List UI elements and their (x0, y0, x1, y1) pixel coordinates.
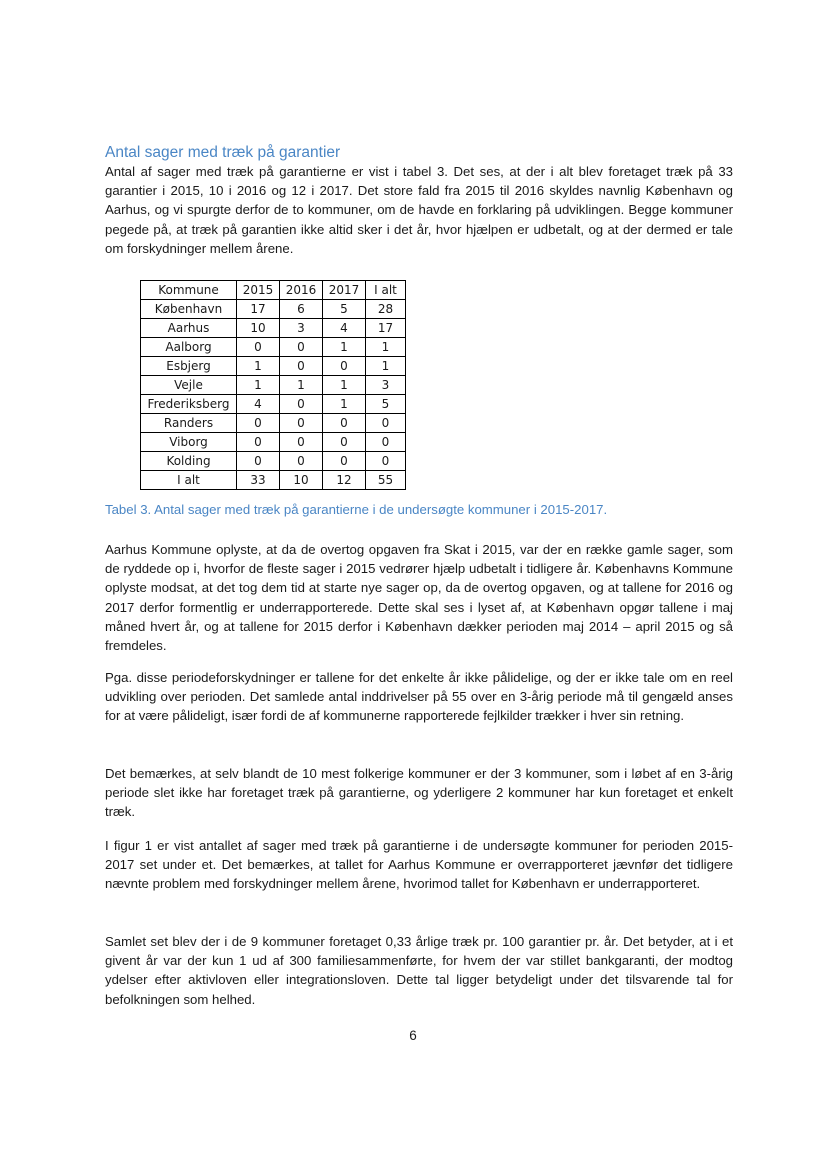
table-cell: 0 (237, 452, 280, 471)
table-cell: 4 (237, 395, 280, 414)
paragraph-figur: I figur 1 er vist antallet af sager med træk på garantierne i de undersøgte kommuner for perioden 2015-2017 set under et. Det bemærkes, at tallet for Aarhus Kommune er overrapporteret jævnfør det tidligere nævnte problem med forskydninger mellem årene, hvorimod tallet for København er underrapporteret. (105, 838, 733, 892)
kommune-table (140, 280, 406, 490)
table-cell: 5 (323, 300, 366, 319)
table-cell: 0 (323, 433, 366, 452)
table-cell: 17 (237, 300, 280, 319)
table-cell: 0 (280, 357, 323, 376)
table-cell: 0 (280, 338, 323, 357)
table-cell: 0 (237, 433, 280, 452)
table-row (141, 357, 406, 376)
table-cell: 33 (237, 471, 280, 490)
kommune-name-cell: Esbjerg (141, 357, 237, 376)
table-cell: 5 (366, 395, 406, 414)
table-cell: 1 (366, 357, 406, 376)
table-cell: 0 (366, 452, 406, 471)
table-row (141, 376, 406, 395)
table-cell: 3 (280, 319, 323, 338)
table-cell: 1 (280, 376, 323, 395)
page-number: 6 (409, 1028, 417, 1043)
table-cell: 0 (280, 414, 323, 433)
kommune-name-cell: Aarhus (141, 319, 237, 338)
table-cell: 10 (280, 471, 323, 490)
table-header-cell: 2016 (280, 281, 323, 300)
table-cell: 0 (280, 433, 323, 452)
kommune-name-cell: København (141, 300, 237, 319)
table-cell: 55 (366, 471, 406, 490)
table-cell: 0 (366, 433, 406, 452)
table-cell: 1 (323, 395, 366, 414)
table-row (141, 395, 406, 414)
table-cell: 0 (323, 452, 366, 471)
table-cell: 4 (323, 319, 366, 338)
kommune-name-cell: Vejle (141, 376, 237, 395)
paragraph-aarhus: Aarhus Kommune oplyste, at da de overtog opgaven fra Skat i 2015, var der en række gamle sager, som de ryddede op i, hvorfor de fleste sager i 2015 vedrører hjælp udbetalt i tidligere år. Københavns Kommune oplyste modsat, at det tog dem tid at starte nye sager op, da de overtog opgaven, og at tallene for 2016 og 2017 derfor formentlig er underrapporterede. Dette skal ses i lyset af, at København opgør tallene i maj måned hvert år, og at tallene for 2015 derfor i København dækker perioden maj 2014 – april 2015 og så fremdeles. (105, 542, 733, 654)
table-body (141, 300, 406, 490)
table-header-cell: 2017 (323, 281, 366, 300)
table-caption: Tabel 3. Antal sager med træk på garantierne i de undersøgte kommuner i 2015-2017. (105, 502, 608, 517)
table-header-cell: I alt (366, 281, 406, 300)
kommune-name-cell: Frederiksberg (141, 395, 237, 414)
table-row (141, 471, 406, 490)
kommune-name-cell: Randers (141, 414, 237, 433)
paragraph-intro: Antal af sager med træk på garantierne er vist i tabel 3. Det ses, at der i alt blev foretaget træk på 33 garantier i 2015, 10 i 2016 og 12 i 2017. Det store fald fra 2015 til 2016 skyldes navnlig København og Aarhus, og vi spurgte derfor de to kommuner, om de havde en forklaring på udviklingen. Begge kommuner pegede på, at træk på garantien ikke altid sker i det år, hvor hjælpen er udbetalt, og at der dermed er tale om forskydninger mellem årene. (105, 164, 733, 256)
table-cell: 1 (237, 376, 280, 395)
table-cell: 0 (323, 414, 366, 433)
paragraph-periodeforskydninger: Pga. disse periodeforskydninger er tallene for det enkelte år ikke pålidelige, og der er ikke tale om en reel udvikling over perioden. Det samlede antal inddrivelser på 55 over en 3-årig periode må til gengæld anses for at være pålideligt, især fordi de af kommunerne rapporterede fejlkilder trækker i hver sin retning. (105, 670, 733, 724)
kommune-name-cell: I alt (141, 471, 237, 490)
table-row (141, 452, 406, 471)
table-cell: 1 (323, 376, 366, 395)
table-cell: 12 (323, 471, 366, 490)
table-cell: 3 (366, 376, 406, 395)
table-header-row (141, 281, 406, 300)
table-cell: 17 (366, 319, 406, 338)
table-cell: 1 (366, 338, 406, 357)
table-cell: 0 (237, 414, 280, 433)
table-cell: 0 (323, 357, 366, 376)
kommune-name-cell: Aalborg (141, 338, 237, 357)
table-cell: 1 (237, 357, 280, 376)
kommune-name-cell: Viborg (141, 433, 237, 452)
table-header-cell: Kommune (141, 281, 237, 300)
table-cell: 6 (280, 300, 323, 319)
paragraph-folkerige: Det bemærkes, at selv blandt de 10 mest folkerige kommuner er der 3 kommuner, som i løbet af en 3-årig periode slet ikke har foretaget træk på garantierne, og yderligere 2 kommuner har kun foretaget et enkelt træk. (105, 766, 733, 820)
table-row (141, 433, 406, 452)
paragraph-samlet: Samlet set blev der i de 9 kommuner foretaget 0,33 årlige træk pr. 100 garantier pr. år. Det betyder, at i et givent år var der kun 1 ud af 300 familiesammenførte, for hvem der var stillet bankgaranti, der modtog ydelser efter aktivloven eller integrationsloven. Dette tal ligger betydeligt under det tilsvarende tal for befolkningen som helhed. (105, 934, 733, 1007)
table-header-cell: 2015 (237, 281, 280, 300)
table-row (141, 414, 406, 433)
table-row (141, 338, 406, 357)
table-cell: 0 (366, 414, 406, 433)
table-cell: 0 (237, 338, 280, 357)
section-heading: Antal sager med træk på garantier (105, 144, 341, 161)
table-cell: 1 (323, 338, 366, 357)
table-cell: 28 (366, 300, 406, 319)
table-cell: 0 (280, 452, 323, 471)
table-cell: 0 (280, 395, 323, 414)
kommune-name-cell: Kolding (141, 452, 237, 471)
table-row (141, 300, 406, 319)
table-row (141, 319, 406, 338)
table-cell: 10 (237, 319, 280, 338)
